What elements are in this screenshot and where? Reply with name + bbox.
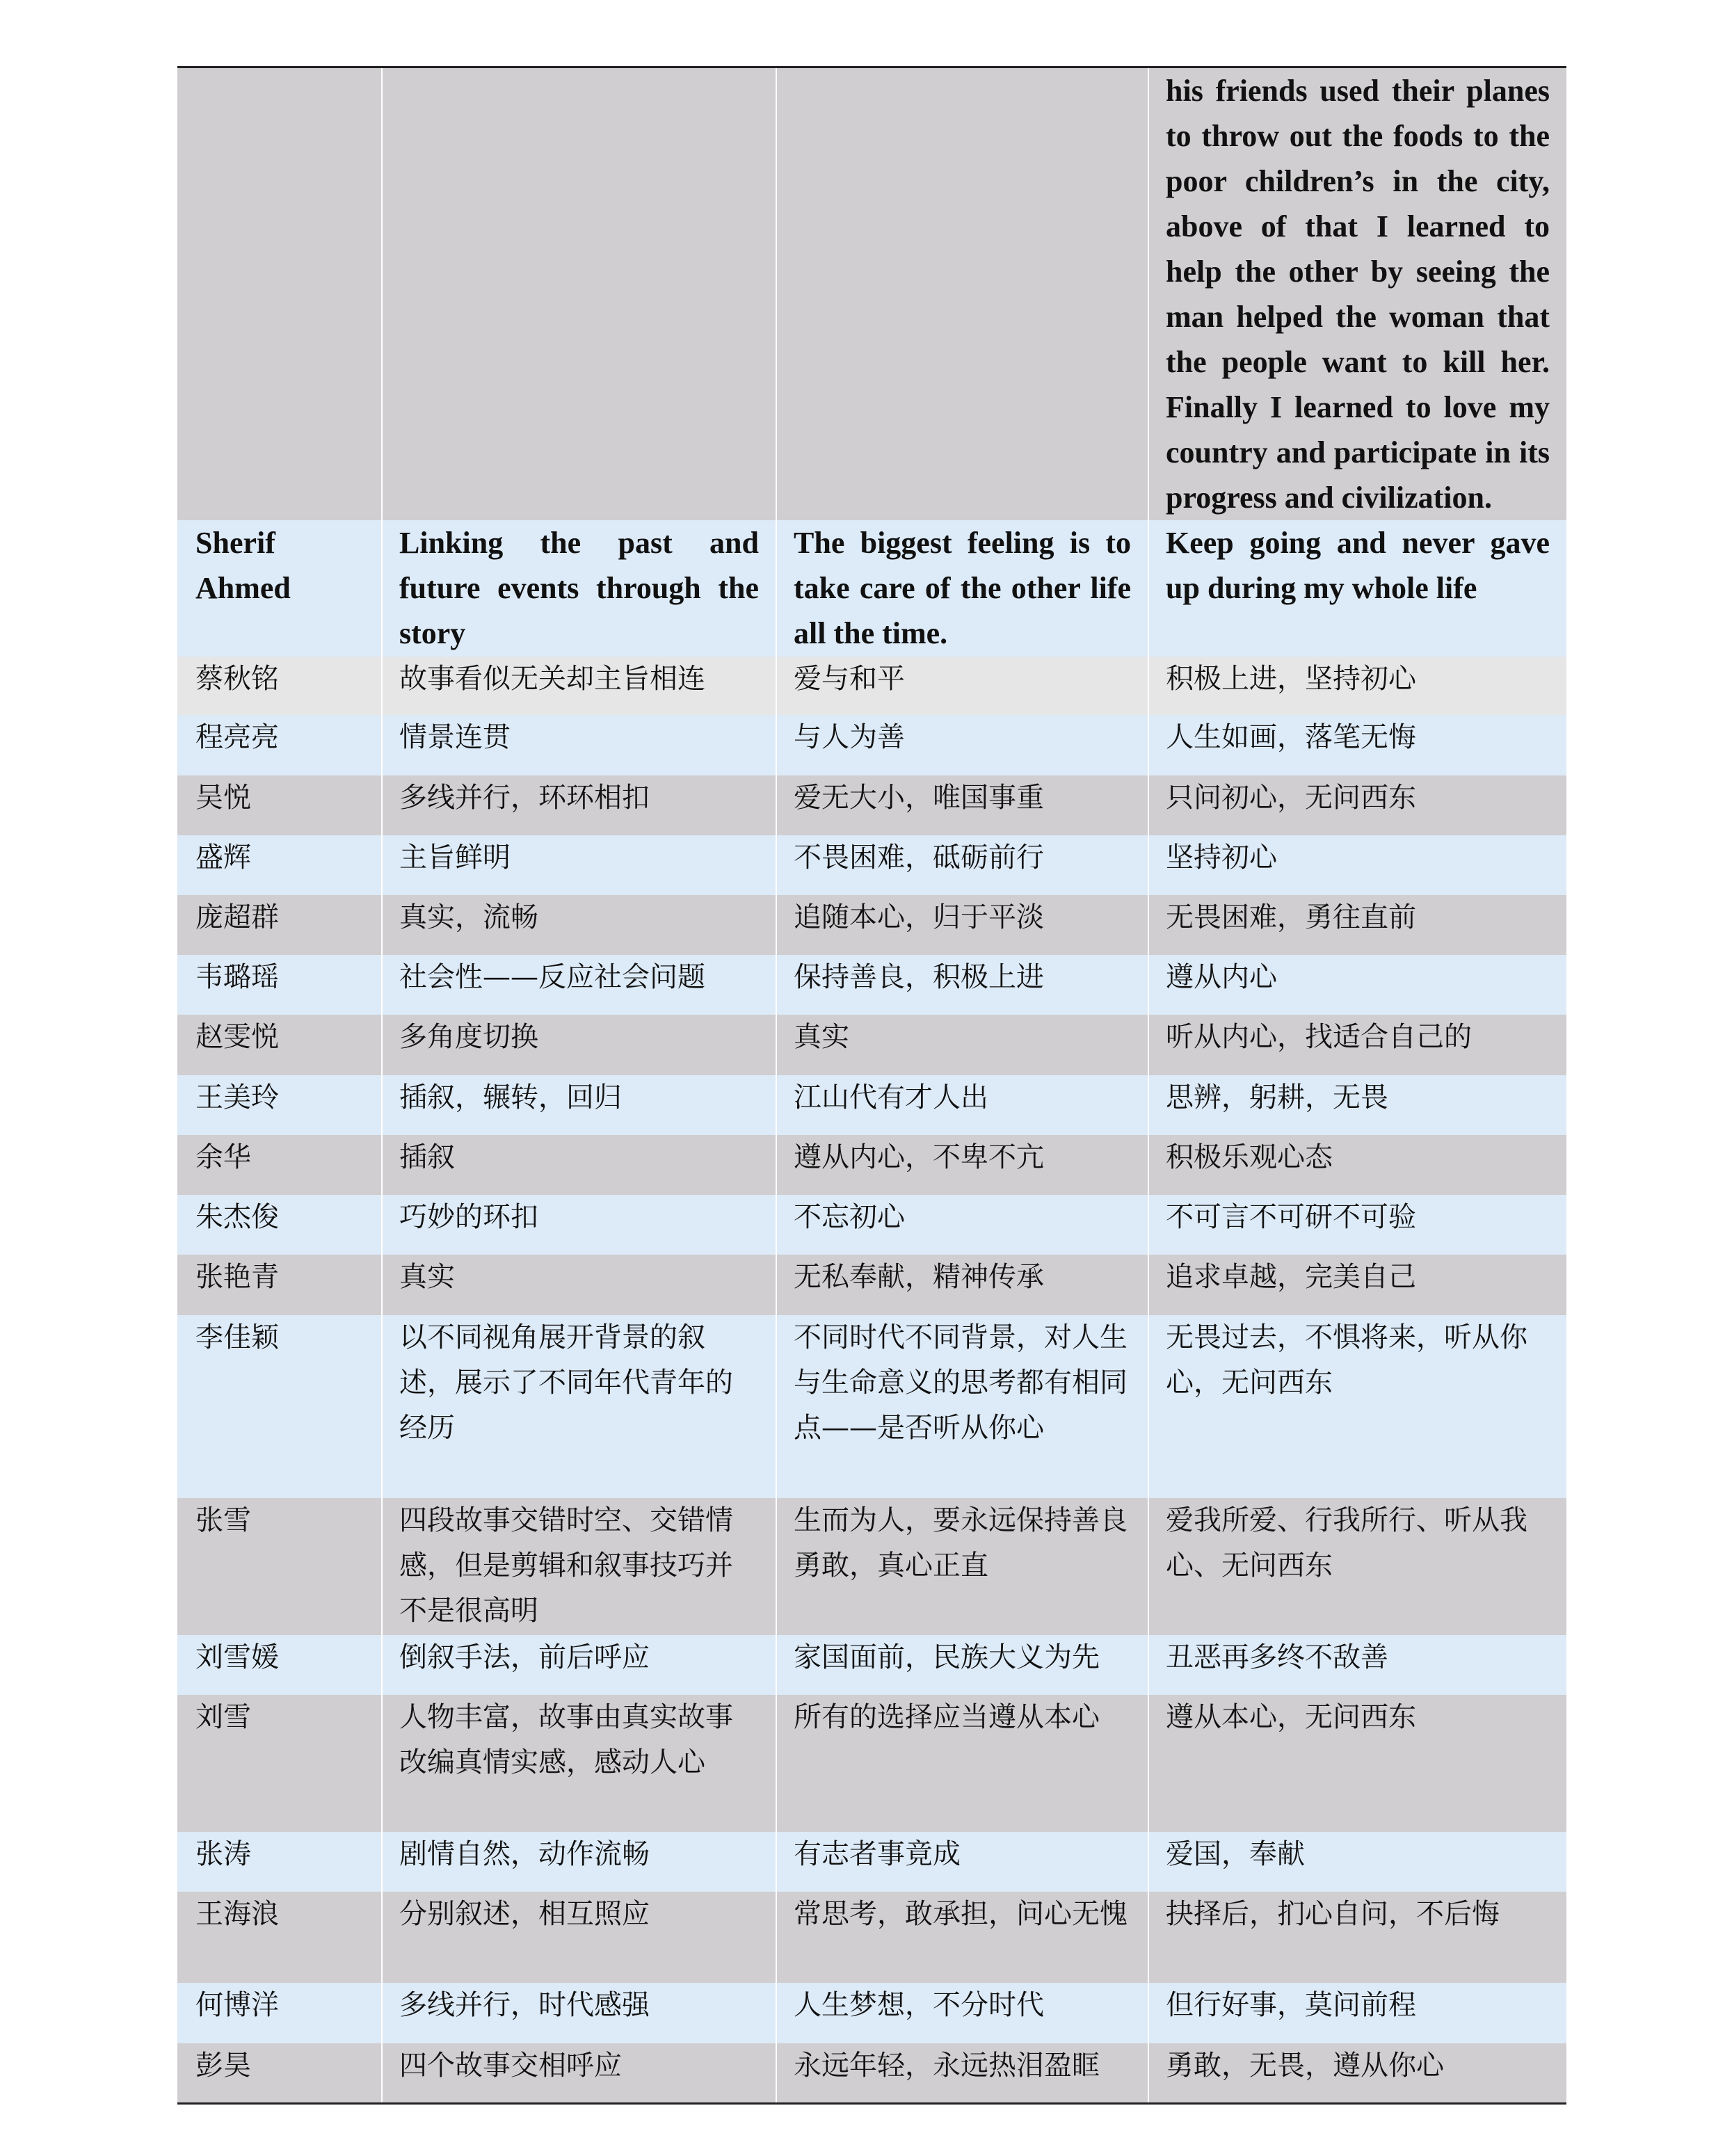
table-row	[177, 1832, 1566, 1892]
insight-cell: 只问初心，无问西东	[1148, 775, 1566, 835]
feeling-cell: 遵从内心，不卑不亢	[776, 1135, 1148, 1195]
table-row	[177, 1695, 1566, 1832]
narrative-cell: 分别叙述，相互照应	[382, 1892, 776, 1983]
name-cell: 刘雪媛	[177, 1635, 382, 1695]
table-row	[177, 1135, 1566, 1195]
table-row	[177, 1635, 1566, 1695]
narrative-cell: 插叙	[382, 1135, 776, 1195]
insight-cell: 积极上进，坚持初心	[1148, 657, 1566, 715]
feeling-cell: 真实	[776, 1015, 1148, 1075]
narrative-cell: 真实，流畅	[382, 895, 776, 955]
insight-cell: 追求卓越，完美自己	[1148, 1255, 1566, 1315]
insight-cell: 爱国，奉献	[1148, 1832, 1566, 1892]
name-cell: 李佳颖	[177, 1315, 382, 1498]
insight-cell: 爱我所爱、行我所行、听从我心、无问西东	[1148, 1498, 1566, 1635]
narrative-cell: 插叙，辗转，回归	[382, 1075, 776, 1135]
name-cell: 刘雪	[177, 1695, 382, 1832]
feeling-cell: 所有的选择应当遵从本心	[776, 1695, 1148, 1832]
table-row	[177, 775, 1566, 835]
table-row	[177, 1195, 1566, 1255]
name-cell: 王海浪	[177, 1892, 382, 1983]
name-cell: 朱杰俊	[177, 1195, 382, 1255]
feeling-cell: 江山代有才人出	[776, 1075, 1148, 1135]
narrative-cell: 多线并行，时代感强	[382, 1983, 776, 2043]
narrative-cell: 故事看似无关却主旨相连	[382, 657, 776, 715]
table-row	[177, 715, 1566, 775]
feeling-cell: The biggest feeling is to take care of the other life all the time.	[776, 520, 1148, 657]
name-cell: 韦璐瑶	[177, 955, 382, 1015]
feeling-cell: 不忘初心	[776, 1195, 1148, 1255]
insight-cell: 人生如画，落笔无悔	[1148, 715, 1566, 775]
feeling-cell: 不畏困难，砥砺前行	[776, 835, 1148, 895]
insight-cell: 遵从内心	[1148, 955, 1566, 1015]
insight-cell: 丑恶再多终不敌善	[1148, 1635, 1566, 1695]
feeling-cell: 永远年轻，永远热泪盈眶	[776, 2043, 1148, 2103]
narrative-cell: 巧妙的环扣	[382, 1195, 776, 1255]
comments-table	[177, 66, 1566, 2105]
feeling-cell: 生而为人，要永远保持善良勇敢，真心正直	[776, 1498, 1148, 1635]
name-cell: 蔡秋铭	[177, 657, 382, 715]
table-row	[177, 657, 1566, 715]
name-cell: 程亮亮	[177, 715, 382, 775]
insight-cell: 积极乐观心态	[1148, 1135, 1566, 1195]
insight-cell: 无畏困难，勇往直前	[1148, 895, 1566, 955]
name-cell: 王美玲	[177, 1075, 382, 1135]
table-row	[177, 1075, 1566, 1135]
feeling-cell: 有志者事竟成	[776, 1832, 1148, 1892]
narrative-cell: 人物丰富，故事由真实故事改编真情实感，感动人心	[382, 1695, 776, 1832]
table-row	[177, 1498, 1566, 1635]
narrative-cell	[382, 67, 776, 521]
narrative-cell: 四个故事交相呼应	[382, 2043, 776, 2103]
feeling-cell: 常思考，敢承担，问心无愧	[776, 1892, 1148, 1983]
name-cell: Sherif Ahmed	[177, 520, 382, 657]
insight-cell: 勇敢，无畏，遵从你心	[1148, 2043, 1566, 2103]
feeling-cell: 追随本心，归于平淡	[776, 895, 1148, 955]
insight-cell: 不可言不可研不可验	[1148, 1195, 1566, 1255]
feeling-cell: 不同时代不同背景，对人生与生命意义的思考都有相同点——是否听从你心	[776, 1315, 1148, 1498]
name-cell: 盛辉	[177, 835, 382, 895]
insight-cell: 遵从本心，无问西东	[1148, 1695, 1566, 1832]
table-row	[177, 2043, 1566, 2103]
name-cell: 张艳青	[177, 1255, 382, 1315]
narrative-cell: 多角度切换	[382, 1015, 776, 1075]
narrative-cell: 情景连贯	[382, 715, 776, 775]
feeling-cell: 人生梦想，不分时代	[776, 1983, 1148, 2043]
feeling-cell: 与人为善	[776, 715, 1148, 775]
name-cell	[177, 67, 382, 521]
table-body	[177, 67, 1566, 2104]
table-row	[177, 895, 1566, 955]
narrative-cell: Linking the past and future events through the story	[382, 520, 776, 657]
narrative-cell: 社会性——反应社会问题	[382, 955, 776, 1015]
insight-cell: Keep going and never gave up during my whole life	[1148, 520, 1566, 657]
name-cell: 彭昊	[177, 2043, 382, 2103]
name-cell: 何博洋	[177, 1983, 382, 2043]
table-row	[177, 67, 1566, 521]
table-row	[177, 835, 1566, 895]
narrative-cell: 剧情自然，动作流畅	[382, 1832, 776, 1892]
insight-cell: 抉择后，扪心自问，不后悔	[1148, 1892, 1566, 1983]
name-cell: 张雪	[177, 1498, 382, 1635]
narrative-cell: 倒叙手法，前后呼应	[382, 1635, 776, 1695]
table-row	[177, 520, 1566, 657]
insight-cell: 无畏过去，不惧将来，听从你心，无问西东	[1148, 1315, 1566, 1498]
feeling-cell: 保持善良，积极上进	[776, 955, 1148, 1015]
table-row	[177, 1255, 1566, 1315]
table-row	[177, 955, 1566, 1015]
narrative-cell: 真实	[382, 1255, 776, 1315]
table-row	[177, 1892, 1566, 1983]
table-row	[177, 1015, 1566, 1075]
insight-cell: 听从内心，找适合自己的	[1148, 1015, 1566, 1075]
narrative-cell: 多线并行，环环相扣	[382, 775, 776, 835]
name-cell: 张涛	[177, 1832, 382, 1892]
name-cell: 吴悦	[177, 775, 382, 835]
feeling-cell: 爱与和平	[776, 657, 1148, 715]
table-row	[177, 1315, 1566, 1498]
feeling-cell	[776, 67, 1148, 521]
feeling-cell: 无私奉献，精神传承	[776, 1255, 1148, 1315]
narrative-cell: 以不同视角展开背景的叙述，展示了不同年代青年的经历	[382, 1315, 776, 1498]
insight-cell: 但行好事，莫问前程	[1148, 1983, 1566, 2043]
name-cell: 赵雯悦	[177, 1015, 382, 1075]
feeling-cell: 家国面前，民族大义为先	[776, 1635, 1148, 1695]
name-cell: 庞超群	[177, 895, 382, 955]
narrative-cell: 四段故事交错时空、交错情感，但是剪辑和叙事技巧并不是很高明	[382, 1498, 776, 1635]
table-row	[177, 1983, 1566, 2043]
insight-cell: 思辨，躬耕，无畏	[1148, 1075, 1566, 1135]
narrative-cell: 主旨鲜明	[382, 835, 776, 895]
name-cell: 余华	[177, 1135, 382, 1195]
insight-cell: his friends used their planes to throw out the foods to the poor children’s in the city, above of that I learned to help the other by seeing the man helped the woman that the people want to kill her. Finally I learned to love my country and participate in its progress and civilization.	[1148, 67, 1566, 521]
insight-cell: 坚持初心	[1148, 835, 1566, 895]
feeling-cell: 爱无大小，唯国事重	[776, 775, 1148, 835]
